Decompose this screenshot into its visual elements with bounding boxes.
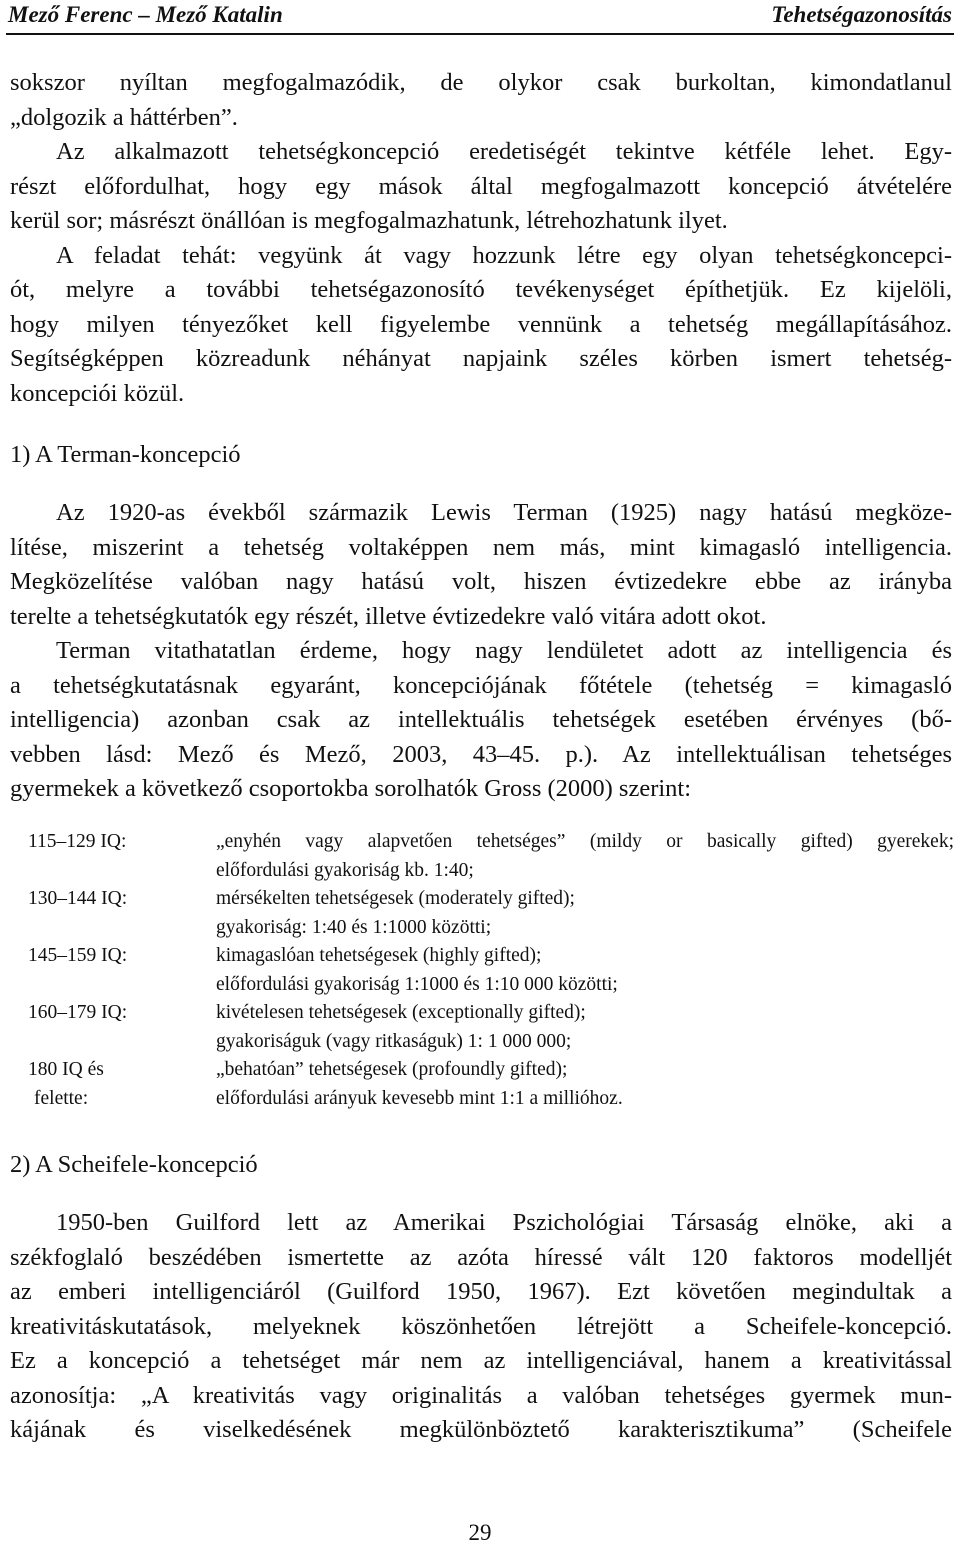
text-line: koncepciói közül. — [10, 379, 185, 407]
iq-range: 115–129 IQ: — [28, 831, 127, 852]
header-rule — [6, 33, 954, 35]
text-line: Segítségképpen közreadunk néhányat napjaink széles körben ismert tehetség- — [10, 345, 952, 372]
text-line: gyermekek a következő csoportokba sorolhatók Gross (2000) szerint: — [10, 775, 692, 802]
list-item — [28, 999, 954, 1056]
text-line: székfoglaló beszédében ismertette az azóta híressé vált 120 faktoros modelljét — [10, 1243, 952, 1271]
text-line: kreativitáskutatások, melyeknek köszönhetően létrejött a Scheifele-koncepció. — [10, 1312, 952, 1340]
page-number: 29 — [468, 1520, 492, 1545]
text-line: A feladat tehát: vegyünk át vagy hozzunk létre egy olyan tehetségkoncepci- — [56, 241, 952, 269]
text-line: részt előfordulhat, hogy egy mások által megfogalmazott koncepció átvételére — [10, 172, 952, 200]
iq-range: 160–179 IQ: — [28, 1002, 128, 1023]
iq-description: mérsékelten tehetségesek (moderately gifted); gyakoriság: 1:40 és 1:1000 közötti; — [216, 888, 575, 938]
header-title: Tehetségazonosítás — [771, 2, 952, 27]
text-line: azonosítja: „A kreativitás vagy originalitás a valóban tehetséges gyermek mun- — [10, 1381, 952, 1409]
text-line: sokszor nyíltan megfogalmazódik, de olykor csak burkoltan, kimondatlanul — [10, 69, 952, 96]
intro-text — [10, 66, 952, 411]
text-line: Az alkalmazott tehetségkoncepció eredetiségét tekintve kétféle lehet. Egy- — [56, 138, 952, 165]
list-item — [28, 885, 954, 942]
text-line: vebben lásd: Mező és Mező, 2003, 43–45. p.). Az intellektuálisan tehetséges — [10, 740, 952, 768]
text-line: lítése, miszerint a tehetség voltaképpen nem más, mint kimagasló intelligencia. — [10, 533, 952, 561]
iq-range: 130–144 IQ: — [28, 888, 128, 909]
running-header — [8, 0, 952, 30]
iq-description: kimagaslóan tehetségesek (highly gifted); előfordulási gyakoriság 1:1000 és 1:10 000 közötti; — [216, 945, 618, 995]
iq-range: 180 IQ és felette: — [28, 1059, 104, 1109]
text-line: „dolgozik a háttérben”. — [10, 103, 238, 131]
text-line: Az 1920-as évekből származik Lewis Terman (1925) nagy hatású megköze- — [56, 499, 952, 526]
text-line: intelligencia) azonban csak az intellektuális tehetségek esetében érvényes (bő- — [10, 706, 952, 733]
iq-range: 145–159 IQ: — [28, 945, 128, 966]
iq-description: „behatóan” tehetségesek (profoundly gifted); előfordulási arányuk kevesebb mint 1:1 a millióhoz. — [216, 1059, 623, 1109]
list-item — [28, 828, 954, 885]
text-line: Megközelítése valóban nagy hatású volt, hiszen évtizedekre ebbe az irányba — [10, 568, 952, 595]
list-item — [28, 942, 954, 999]
text-line: az emberi intelligenciáról (Guilford 1950, 1967). Ezt követően megindultak a — [10, 1278, 952, 1305]
section-heading-terman: 1) A Terman-koncepció — [10, 441, 241, 468]
text-line: ót, melyre a további tehetségazonosító tevékenységet építhetjük. Ez kijelöli, — [10, 276, 952, 303]
text-line: Ez a koncepció a tehetséget már nem az intelligenciával, hanem a kreativitással — [10, 1347, 952, 1374]
text-line: kerül sor; másrészt önállóan is megfogalmazhatunk, létrehozhatunk ilyet. — [10, 207, 728, 234]
scheifele-text — [10, 1206, 952, 1448]
header-authors: Mező Ferenc – Mező Katalin — [8, 2, 283, 27]
text-line: Terman vitathatatlan érdeme, hogy nagy lendületet adott az intelligencia és — [56, 637, 952, 664]
text-line: hogy milyen tényezőket kell figyelembe vennünk a tehetség megállapításához. — [10, 310, 952, 338]
text-line: terelte a tehetségkutatók egy részét, illetve évtizedekre való vitára adott okot. — [10, 602, 767, 630]
section-heading-scheifele: 2) A Scheifele-koncepció — [10, 1151, 258, 1178]
list-item — [28, 1056, 954, 1113]
iq-description: „enyhén vagy alapvetően tehetséges” (mildy or basically gifted) gyerekek; előfordulási gyakoriság kb. 1:40; — [216, 831, 954, 881]
text-line: a tehetségkutatásnak egyaránt, koncepciójának főtétele (tehetség = kimagasló — [10, 671, 952, 699]
text-line: 1950-ben Guilford lett az Amerikai Pszichológiai Társaság elnöke, aki a — [56, 1209, 952, 1236]
iq-description: kivételesen tehetségesek (exceptionally gifted); gyakoriságuk (vagy ritkaságuk) 1: 1 000 000; — [216, 1002, 586, 1052]
terman-text — [10, 496, 952, 807]
text-line: kájának és viselkedésének megkülönböztető karakterisztikuma” (Scheifele — [10, 1416, 952, 1443]
iq-level-list — [28, 828, 954, 1113]
